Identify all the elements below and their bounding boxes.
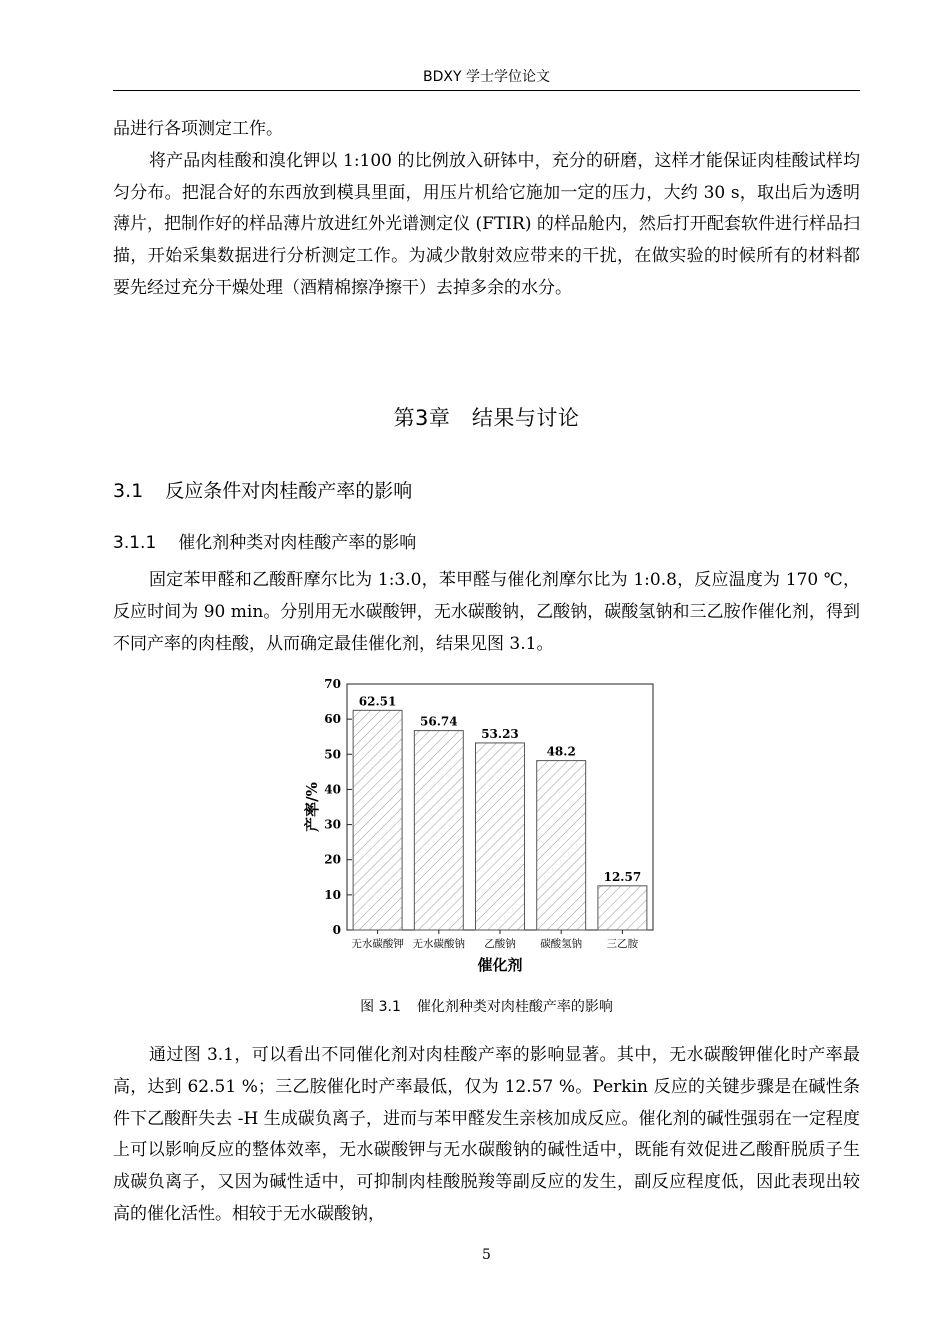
figure-3-1 — [290, 672, 670, 977]
y-tick-label: 20 — [324, 852, 341, 867]
section-intro-text — [113, 114, 860, 305]
y-tick-label: 10 — [324, 887, 341, 902]
paragraph-conditions: 固定苯甲醛和乙酸酐摩尔比为 1:3.0，苯甲醛与催化剂摩尔比为 1:0.8，反应温度为 170 ℃，反应时间为 90 min。分别用无水碳酸钾，无水碳酸钠，乙酸钠，碳酸氢钠和三乙胺作催化剂，得到不同产率的肉桂酸，从而确定最佳催化剂，结果见图 3.1。 — [113, 570, 860, 654]
bar-data-label: 53.23 — [481, 726, 519, 741]
paragraph-sample-prep: 将产品肉桂酸和溴化钾以 1:100 的比例放入研钵中，充分的研磨，这样才能保证肉桂酸试样均匀分布。把混合好的东西放到模具里面，用压片机给它施加一定的压力，大约 30 s，取出后为透明薄片，把制作好的样品薄片放进红外光谱测定仪 (FTIR) 的样品舱内，然后打开配套软件进行样品扫描，开始采集数据进行分析测定工作。为减少散射效应带来的干扰，在做实验的时候所有的材料都要先经过充分干燥处理（酒精棉擦净擦干）去掉多余的水分。 — [113, 150, 860, 298]
bar-data-label: 56.74 — [420, 714, 458, 729]
y-axis-label: 产率/% — [303, 782, 321, 832]
x-tick-label: 无水碳酸钠 — [412, 938, 466, 950]
section-title: 反应条件对肉桂酸产率的影响 — [165, 480, 413, 502]
section-number: 3.1 — [113, 480, 144, 502]
subsection-title: 催化剂种类对肉桂酸产率的影响 — [178, 533, 417, 553]
section-heading-3-1 — [113, 476, 412, 503]
chapter-title: 第3章 结果与讨论 — [393, 406, 580, 430]
x-tick-label: 乙酸钠 — [484, 938, 516, 950]
figure-caption-text: 催化剂种类对肉桂酸产率的影响 — [416, 999, 613, 1015]
y-tick-label: 0 — [332, 923, 341, 937]
bar-data-label: 12.57 — [603, 869, 642, 884]
bar — [353, 710, 402, 930]
bar-data-label: 48.2 — [546, 744, 576, 759]
section-discussion-text — [113, 1040, 860, 1231]
figure-caption — [113, 996, 860, 1016]
page-number: 5 — [482, 1247, 491, 1263]
y-tick-label: 50 — [324, 747, 341, 762]
y-tick-label: 60 — [324, 712, 341, 727]
x-axis-label: 催化剂 — [477, 956, 523, 974]
bar — [537, 761, 586, 930]
bar — [598, 886, 647, 930]
x-tick-label: 无水碳酸钾 — [351, 938, 404, 950]
y-tick-label: 30 — [324, 817, 341, 832]
subsection-number: 3.1.1 — [113, 533, 157, 553]
x-tick-label: 三乙胺 — [606, 938, 639, 950]
bar-data-label: 62.51 — [358, 694, 397, 709]
section-conditions-text — [113, 565, 860, 660]
bar — [414, 731, 463, 930]
paragraph-discussion: 通过图 3.1，可以看出不同催化剂对肉桂酸产率的影响显著。其中，无水碳酸钾催化时产率最高，达到 62.51 %；三乙胺催化时产率最低，仅为 12.57 %。Perkin 反应的关键步骤是在碱性条件下乙酸酐失去 -H 生成碳负离子，进而与苯甲醛发生亲核加成反应。催化剂的碱性强弱在一定程度上可以影响反应的整体效率，无水碳酸钾与无水碳酸钠的碱性适中，既能有效促进乙酸酐脱质子生成碳负离子，又因为碱性适中，可抑制肉桂酸脱羧等副反应的发生，副反应程度低，因此表现出较高的催化活性。相较于无水碳酸钠， — [113, 1045, 860, 1224]
running-header: BDXY 学士学位论文 — [423, 69, 550, 85]
figure-number: 图 3.1 — [360, 999, 401, 1015]
header-rule — [113, 90, 860, 91]
bar-chart — [290, 672, 670, 977]
section-heading-3-1-1 — [113, 528, 416, 553]
y-tick-label: 40 — [324, 782, 341, 797]
x-tick-label: 碳酸氢钠 — [540, 938, 583, 950]
paragraph-continued: 品进行各项测定工作。 — [113, 119, 283, 139]
bar — [476, 743, 525, 930]
y-tick-label: 70 — [324, 677, 341, 691]
